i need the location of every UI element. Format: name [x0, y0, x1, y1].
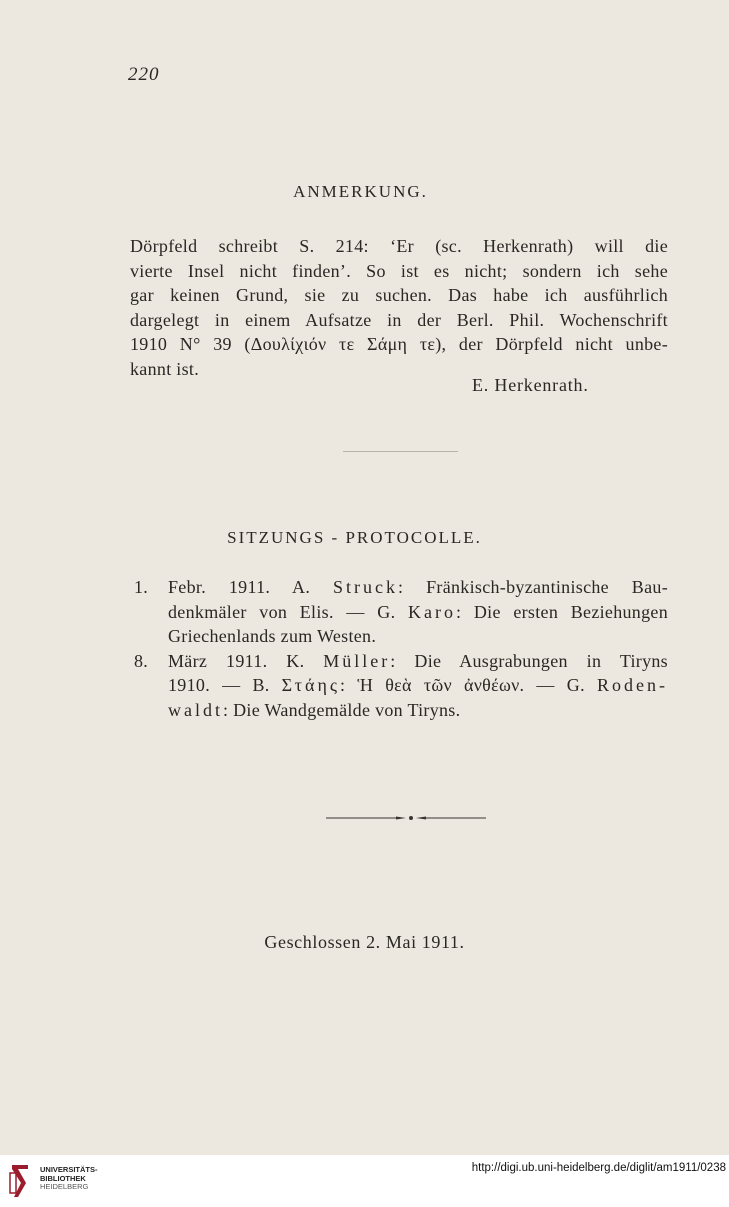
spaced-name: Müller — [323, 650, 391, 671]
note-body — [130, 234, 668, 381]
entry-line — [168, 624, 668, 649]
spaced-name: Karo — [407, 601, 456, 622]
library-name-line: BIBLIOTHEK — [40, 1173, 86, 1183]
note-line: gar keinen Grund, sie zu suchen. Das habe ich ausführlich — [130, 285, 668, 305]
entry-number: 8. — [134, 650, 149, 671]
library-name-line: HEIDELBERG — [40, 1182, 89, 1191]
entry-text: : Fränkisch-byzantinische Bau- — [397, 577, 668, 597]
entry-text: 1910. — B. — [168, 675, 282, 695]
permalink-url[interactable]: http://digi.ub.uni-heidelberg.de/diglit/am1911/0238 — [471, 1162, 726, 1174]
section-divider — [343, 451, 458, 452]
signature: E. Herkenrath. — [472, 375, 589, 395]
spaced-name: Struck — [332, 577, 398, 597]
spaced-name: waldt — [168, 699, 223, 720]
spaced-name: Roden- — [596, 675, 668, 695]
entry-text: : Die ersten Beziehungen — [455, 601, 668, 622]
entry-text: denkmäler von Elis. — G. — [168, 601, 408, 622]
entry-text: Griechenlands zum Westen. — [168, 626, 377, 646]
note-line: kannt ist. — [130, 358, 199, 379]
entry-text: : Die Wandgemälde von Tiryns. — [223, 699, 461, 720]
note-heading: ANMERKUNG. — [293, 182, 428, 201]
page-number: 220 — [128, 64, 160, 85]
entry-line — [168, 600, 668, 625]
entry-line — [168, 698, 668, 723]
library-name — [40, 1166, 98, 1192]
library-logo-icon — [8, 1163, 32, 1199]
entry-line — [168, 575, 668, 600]
spaced-name: Στάης — [281, 675, 340, 695]
ornament-divider — [326, 812, 486, 824]
minutes-list — [130, 575, 668, 722]
note-line: dargelegt in einem Aufsatze in der Berl. Phil. Wochenschrift — [130, 309, 668, 330]
note-line: Dörpfeld schreibt S. 214: ‘Er (sc. Herkenrath) will die — [130, 236, 668, 256]
note-line: vierte Insel nicht finden’. So ist es nicht; sondern ich sehe — [130, 260, 668, 281]
entry-line — [168, 649, 668, 674]
entry-text: Febr. 1911. A. — [168, 577, 333, 597]
minutes-entry — [130, 575, 668, 649]
minutes-heading: SITZUNGS - PROTOCOLLE. — [227, 528, 482, 547]
entry-text: März 1911. K. — [168, 650, 324, 671]
library-name-line: UNIVERSITÄTS- — [40, 1165, 98, 1174]
closing-date: Geschlossen 2. Mai 1911. — [264, 932, 465, 952]
entry-number: 1. — [134, 577, 149, 597]
entry-text: : Ἡ θεὰ τῶν ἀνθέων. — G. — [340, 675, 597, 695]
entry-text: : Die Ausgrabungen in Tiryns — [390, 650, 668, 671]
note-line: 1910 N° 39 (Δουλίχιόν τε Σάμη τε), der Dörpfeld nicht unbe- — [130, 334, 668, 354]
minutes-entry — [130, 649, 668, 723]
footer-bar — [0, 1155, 729, 1207]
entry-line — [168, 673, 668, 698]
